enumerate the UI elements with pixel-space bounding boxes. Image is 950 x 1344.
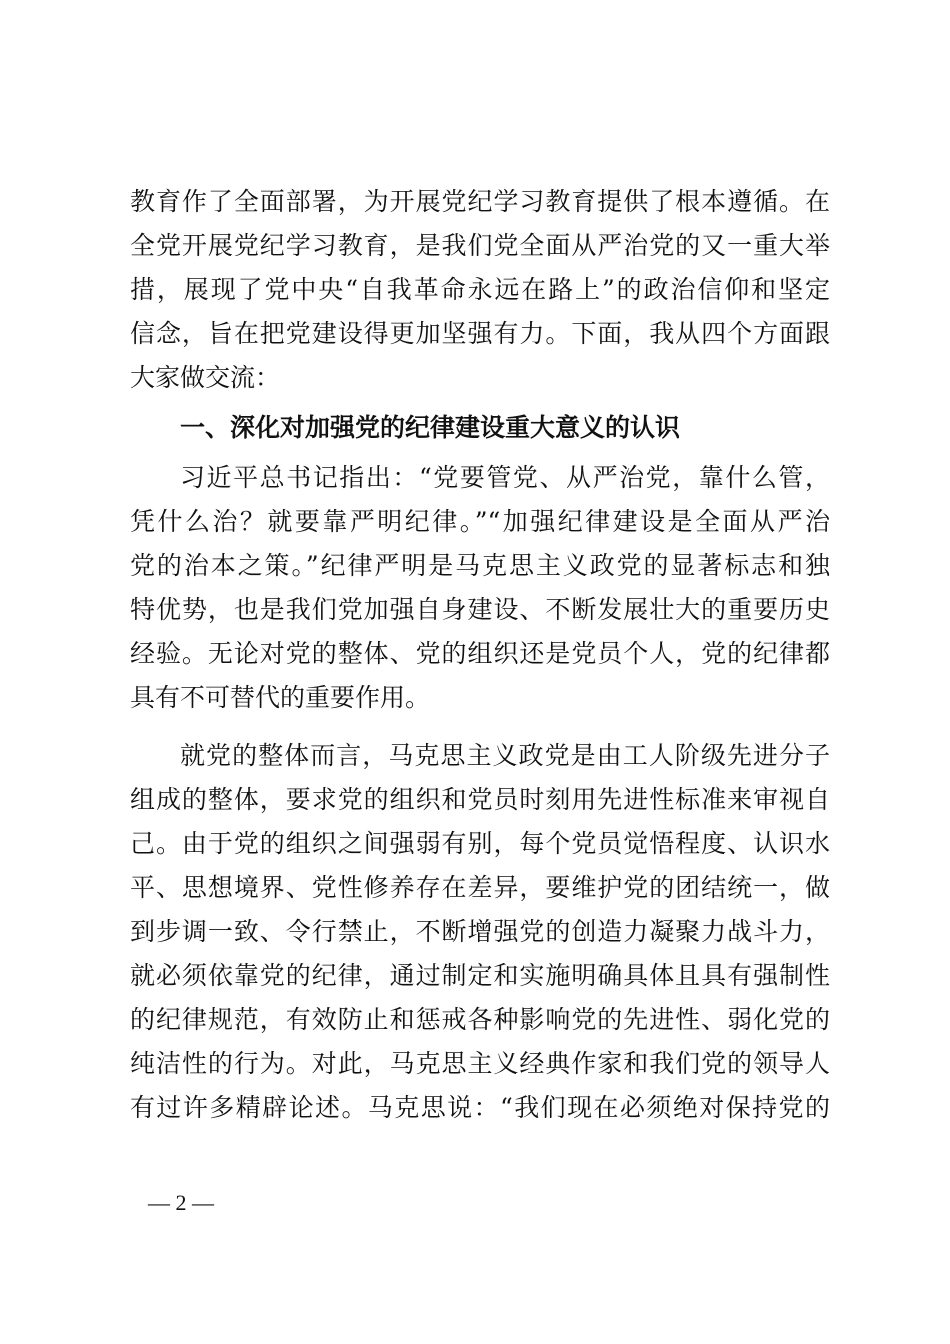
text-line: 经验。无论对党的整体、党的组织还是党员个人，党的纪律都 <box>130 639 830 668</box>
paragraph-3 <box>130 734 830 1130</box>
text-line: 平、思想境界、党性修养存在差异，要维护党的团结统一，做 <box>130 873 830 902</box>
document-body <box>130 180 830 1130</box>
text-line: 纯洁性的行为。对此，马克思主义经典作家和我们党的领导人 <box>130 1049 830 1078</box>
text-line: 凭什么治？就要靠严明纪律。”“加强纪律建设是全面从严治 <box>130 507 830 536</box>
text-line: 大家做交流： <box>130 363 281 392</box>
text-line: 党的治本之策。”纪律严明是马克思主义政党的显著标志和独 <box>130 551 830 580</box>
text-line: 到步调一致、令行禁止，不断增强党的创造力凝聚力战斗力， <box>130 917 830 946</box>
text-line: 己。由于党的组织之间强弱有别，每个党员觉悟程度、认识水 <box>130 829 830 858</box>
page-number: — 2 — <box>148 1190 214 1215</box>
text-line: 就党的整体而言，马克思主义政党是由工人阶级先进分子 <box>180 741 830 770</box>
text-line: 习近平总书记指出：“党要管党、从严治党，靠什么管， <box>180 463 830 492</box>
section-heading: 一、深化对加强党的纪律建设重大意义的认识 <box>180 413 681 442</box>
text-line: 教育作了全面部署，为开展党纪学习教育提供了根本遵循。在 <box>130 187 830 216</box>
text-line: 的纪律规范，有效防止和惩戒各种影响党的先进性、弱化党的 <box>130 1005 830 1034</box>
text-line: 具有不可替代的重要作用。 <box>130 683 431 712</box>
paragraph-2 <box>130 456 830 720</box>
text-line: 组成的整体，要求党的组织和党员时刻用先进性标准来审视自 <box>130 785 830 814</box>
text-line: 措，展现了党中央“自我革命永远在路上”的政治信仰和坚定 <box>130 275 830 304</box>
text-line: 就必须依靠党的纪律，通过制定和实施明确具体且具有强制性 <box>130 961 830 990</box>
text-line: 有过许多精辟论述。马克思说：“我们现在必须绝对保持党的 <box>130 1093 830 1122</box>
text-line: 特优势，也是我们党加强自身建设、不断发展壮大的重要历史 <box>130 595 830 624</box>
text-line: 信念，旨在把党建设得更加坚强有力。下面，我从四个方面跟 <box>130 319 830 348</box>
text-line: 全党开展党纪学习教育，是我们党全面从严治党的又一重大举 <box>130 231 830 260</box>
paragraph-intro <box>130 180 830 400</box>
